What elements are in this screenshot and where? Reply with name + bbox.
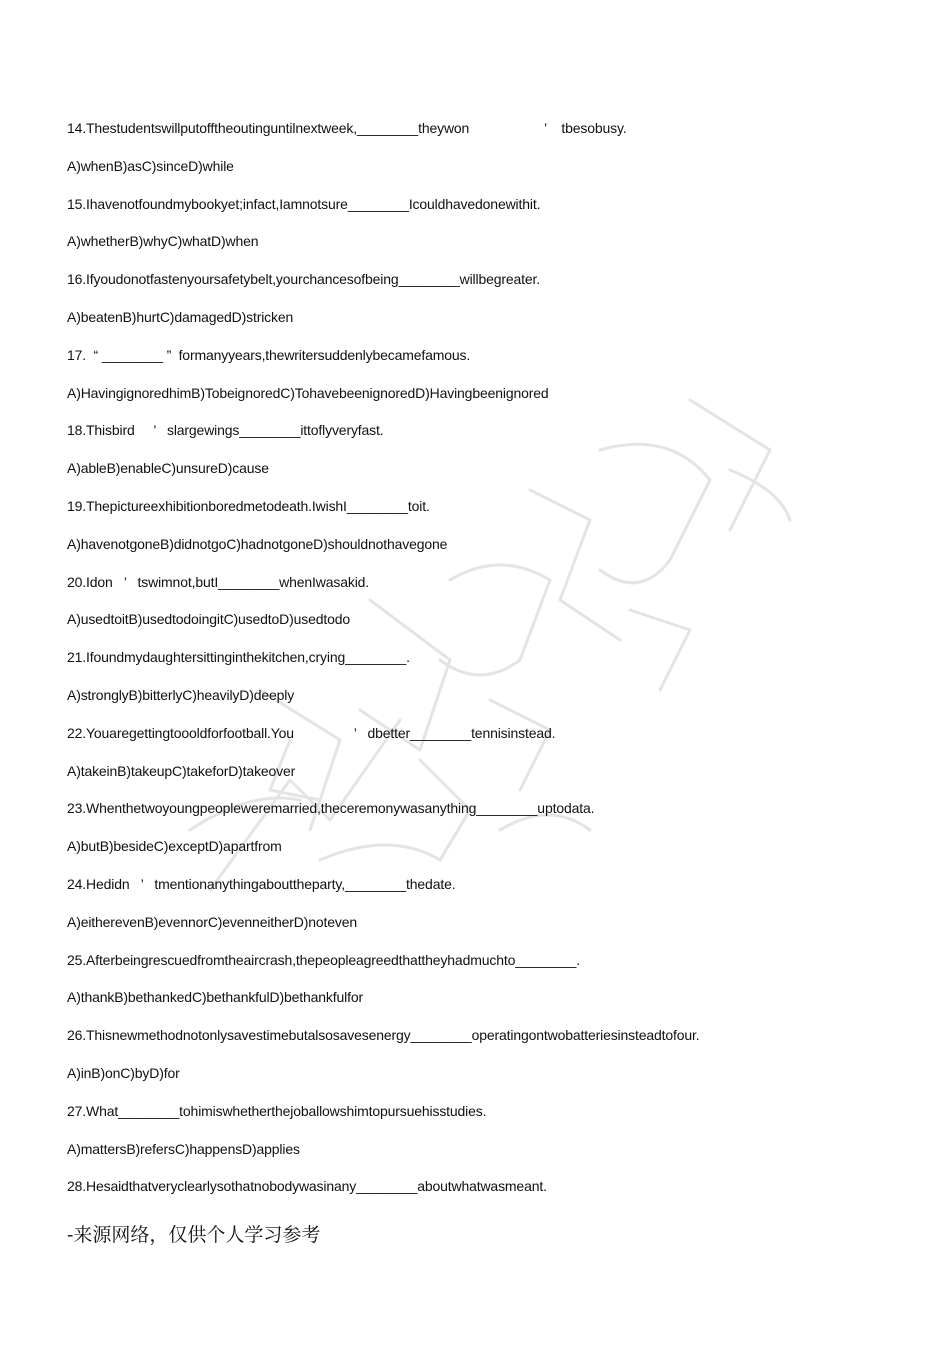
question-27: 27.What________tohimiswhetherthejoballowshimtopursuehisstudies. <box>67 1102 487 1119</box>
question-28: 28.Hesaidthatveryclearlysothatnobodywasinany________aboutwhatwasmeant. <box>67 1178 547 1195</box>
options-16: A)beatenB)hurtC)damagedD)stricken <box>67 308 294 325</box>
question-21: 21.Ifoundmydaughtersittinginthekitchen,crying________. <box>67 649 410 666</box>
options-19: A)havenotgoneB)didnotgoC)hadnotgoneD)shouldnothavegone <box>67 535 448 552</box>
question-25: 25.Afterbeingrescuedfromtheaircrash,thepeopleagreedthattheyhadmuchto________. <box>67 951 581 968</box>
options-17: A)HavingignoredhimB)TobeignoredC)TohavebeenignoredD)Havingbeenignored <box>67 384 549 401</box>
options-27: A)mattersB)refersC)happensD)applies <box>67 1140 300 1157</box>
question-19: 19.Thepictureexhibitionboredmetodeath.IwishI________toit. <box>67 497 430 514</box>
options-22: A)takeinB)takeupC)takeforD)takeover <box>67 762 296 779</box>
question-16: 16.Ifyoudonotfastenyoursafetybelt,yourchancesofbeing________willbegreater. <box>67 271 541 288</box>
options-15: A)whetherB)whyC)whatD)when <box>67 233 259 250</box>
options-14: A)whenB)asC)sinceD)while <box>67 157 234 174</box>
source-footer: -来源网络，仅供个人学习参考 <box>67 1224 321 1246</box>
options-21: A)stronglyB)bitterlyC)heavilyD)deeply <box>67 686 295 703</box>
question-15: 15.Ihavenotfoundmybookyet;infact,Iamnotsure________Icouldhavedonewithit. <box>67 195 541 212</box>
options-20: A)usedtoitB)usedtodoingitC)usedtoD)usedtodo <box>67 611 351 628</box>
question-list <box>67 116 897 1212</box>
question-17: 17. “ ________ ” formanyyears,thewritersuddenlybecamefamous. <box>67 346 471 363</box>
options-25: A)thankB)bethankedC)bethankfulD)bethankfulfor <box>67 989 363 1006</box>
question-26: 26.Thisnewmethodnotonlysavestimebutalsosavesenergy________operatingontwobatteriesinsteadtofour. <box>67 1027 700 1044</box>
question-23: 23.Whenthetwoyoungpeopleweremarried,theceremonywasanything________uptodata. <box>67 800 595 817</box>
question-18: 18.Thisbird ’ slargewings________ittoflyveryfast. <box>67 422 384 439</box>
question-20: 20.Idon ’ tswimnot,butI________whenIwasakid. <box>67 573 370 590</box>
options-26: A)inB)onC)byD)for <box>67 1064 180 1081</box>
options-23: A)butB)besideC)exceptD)apartfrom <box>67 838 282 855</box>
question-24: 24.Hedidn ’ tmentionanythingabouttheparty,________thedate. <box>67 875 456 892</box>
options-18: A)ableB)enableC)unsureD)cause <box>67 460 269 477</box>
question-14: 14.Thestudentswillputofftheoutinguntilnextweek,________theywon ’ tbesobusy. <box>67 120 627 136</box>
question-22: 22.Youaregettingtoooldforfootball.You ’ dbetter________tennisinstead. <box>67 724 556 741</box>
options-24: A)eitherevenB)evennorC)evenneitherD)noteven <box>67 913 358 930</box>
